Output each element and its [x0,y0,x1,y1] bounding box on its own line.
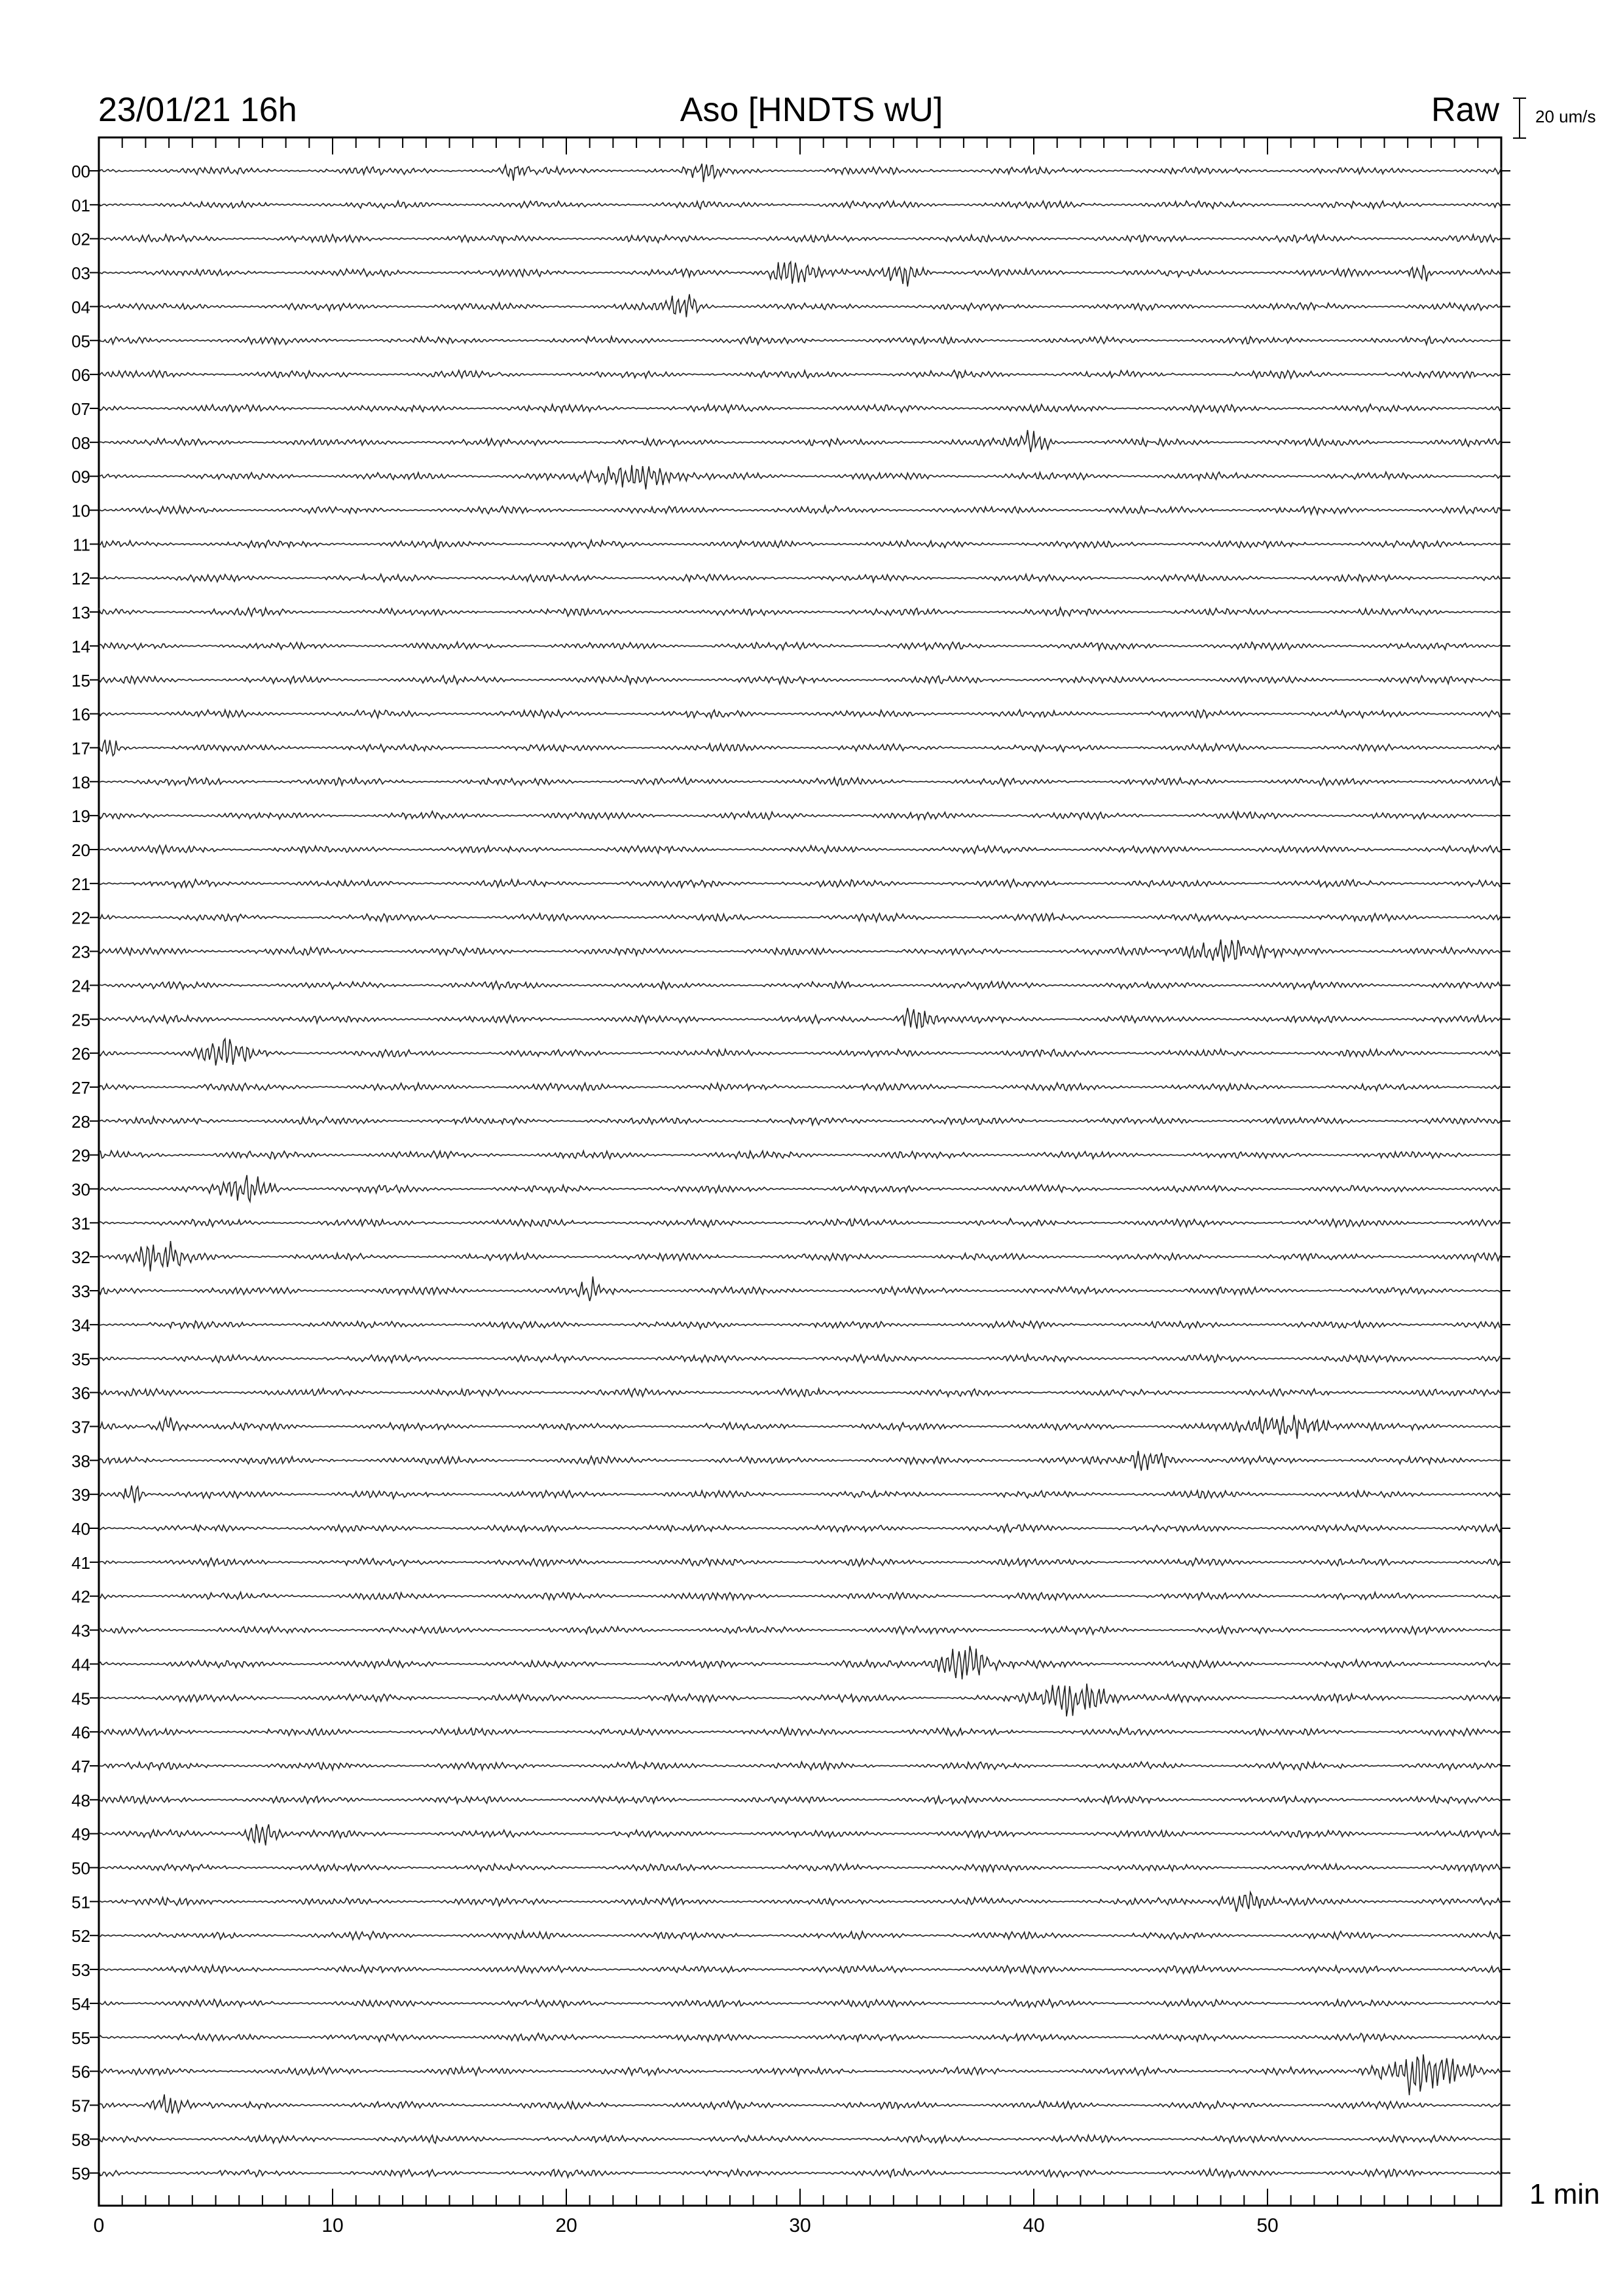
row-label: 51 [71,1892,90,1912]
trace-37 [99,1415,1501,1439]
trace-30 [99,1175,1501,1201]
row-label: 56 [71,2062,90,2082]
trace-27 [99,1083,1501,1090]
trace-20 [99,846,1501,854]
row-label: 27 [71,1077,90,1098]
trace-49 [99,1824,1501,1845]
row-label: 02 [71,229,90,249]
row-label: 06 [71,365,90,386]
trace-26 [99,1039,1501,1066]
trace-32 [99,1241,1501,1271]
row-label: 45 [71,1689,90,1709]
trace-25 [99,1008,1501,1029]
row-label: 37 [71,1417,90,1437]
trace-50 [99,1864,1501,1872]
trace-36 [99,1389,1501,1397]
trace-11 [99,540,1501,548]
mode-label: Raw [1431,91,1499,129]
x-tick-label: 10 [321,2215,344,2236]
row-label: 52 [71,1926,90,1946]
trace-06 [99,370,1501,378]
trace-28 [99,1117,1501,1124]
row-label: 36 [71,1383,90,1403]
row-label: 53 [71,1960,90,1981]
row-label: 23 [71,942,90,962]
trace-08 [99,430,1501,452]
trace-34 [99,1321,1501,1329]
trace-52 [99,1931,1501,1940]
row-label: 38 [71,1451,90,1471]
trace-42 [99,1592,1501,1600]
row-label: 16 [71,704,90,725]
row-label: 25 [71,1010,90,1030]
trace-00 [99,164,1501,182]
row-label: 50 [71,1858,90,1878]
row-label: 47 [71,1756,90,1776]
trace-46 [99,1728,1501,1736]
trace-12 [99,574,1501,582]
row-label: 24 [71,976,90,996]
row-label: 04 [71,297,90,317]
row-label: 35 [71,1349,90,1369]
row-label: 33 [71,1282,90,1302]
date-hour-label: 23/01/21 16h [98,91,297,129]
row-label: 28 [71,1111,90,1132]
row-label: 39 [71,1485,90,1505]
trace-55 [99,2034,1501,2042]
trace-35 [99,1354,1501,1363]
row-label: 48 [71,1790,90,1810]
trace-54 [99,2000,1501,2007]
row-labels [71,162,1510,2183]
trace-17 [99,740,1501,756]
trace-03 [99,262,1501,287]
row-label: 20 [71,840,90,860]
row-label: 10 [71,501,90,521]
trace-02 [99,234,1501,243]
row-label: 41 [71,1552,90,1573]
plot-frame [99,137,1501,2206]
row-label: 46 [71,1723,90,1743]
trace-13 [99,608,1501,617]
row-label: 05 [71,331,90,351]
trace-04 [99,295,1501,317]
row-label: 43 [71,1621,90,1641]
row-label: 29 [71,1145,90,1166]
trace-15 [99,675,1501,684]
trace-14 [99,642,1501,650]
trace-05 [99,336,1501,344]
trace-10 [99,506,1501,514]
row-label: 07 [71,399,90,419]
trace-01 [99,201,1501,209]
x-tick-label: 0 [93,2215,105,2236]
row-label: 00 [71,162,90,181]
x-tick-label: 30 [789,2215,811,2236]
row-label: 31 [71,1213,90,1234]
trace-19 [99,812,1501,820]
trace-48 [99,1796,1501,1804]
row-label: 18 [71,772,90,793]
row-label: 42 [71,1587,90,1607]
trace-31 [99,1219,1501,1227]
trace-09 [99,465,1501,490]
row-label: 13 [71,603,90,623]
trace-51 [99,1892,1501,1912]
trace-38 [99,1451,1501,1471]
row-label: 54 [71,1994,90,2014]
trace-44 [99,1646,1501,1679]
row-label: 22 [71,908,90,928]
trace-18 [99,778,1501,786]
trace-16 [99,710,1501,719]
row-label: 08 [71,433,90,453]
trace-40 [99,1524,1501,1532]
row-label: 55 [71,2028,90,2048]
row-label: 30 [71,1179,90,1200]
row-label: 11 [73,535,90,555]
row-label: 26 [71,1044,90,1064]
row-label: 59 [71,2164,90,2184]
trace-57 [99,2094,1501,2113]
trace-56 [99,2054,1501,2095]
row-label: 12 [71,569,90,589]
row-label: 17 [71,738,90,759]
seismic-traces [99,164,1501,2178]
row-label: 03 [71,263,90,283]
row-label: 58 [71,2130,90,2150]
row-label: 09 [71,467,90,487]
row-label: 57 [71,2096,90,2116]
row-label: 14 [71,636,90,656]
amplitude-scale-label: 20 um/s [1535,107,1596,126]
trace-24 [99,981,1501,989]
trace-23 [99,939,1501,961]
trace-21 [99,879,1501,888]
row-label: 01 [71,195,90,215]
row-label: 19 [71,806,90,827]
trace-59 [99,2169,1501,2178]
station-title: Aso [HNDTS wU] [680,91,943,129]
trace-53 [99,1965,1501,1974]
x-tick-labels [94,2215,1279,2236]
x-tick-label: 50 [1256,2215,1279,2236]
x-tick-label: 40 [1023,2215,1045,2236]
row-label: 40 [71,1519,90,1539]
trace-47 [99,1762,1501,1770]
time-ticks [99,137,1501,2206]
time-unit-label: 1 min [1529,2178,1600,2210]
trace-33 [99,1276,1501,1301]
trace-29 [99,1151,1501,1158]
row-label: 32 [71,1247,90,1268]
trace-58 [99,2135,1501,2144]
x-tick-label: 20 [555,2215,577,2236]
trace-43 [99,1626,1501,1634]
row-label: 15 [71,670,90,691]
trace-39 [99,1486,1501,1503]
row-label: 44 [71,1655,90,1675]
row-label: 34 [71,1315,90,1335]
trace-41 [99,1558,1501,1567]
trace-07 [99,404,1501,413]
trace-22 [99,913,1501,922]
row-label: 49 [71,1824,90,1844]
trace-45 [99,1683,1501,1716]
row-label: 21 [71,874,90,894]
